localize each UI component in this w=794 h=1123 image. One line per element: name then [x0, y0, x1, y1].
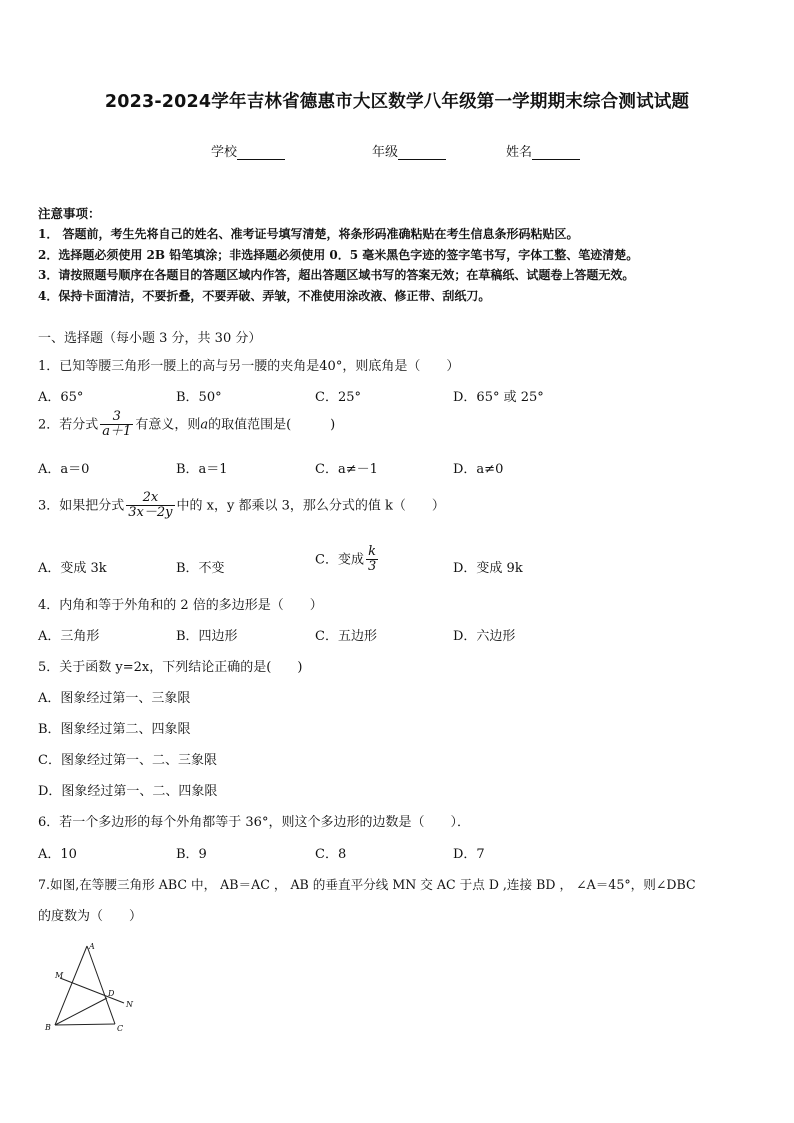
side-ab — [55, 946, 87, 1025]
label-m: M — [55, 971, 64, 980]
notice-item: 1． 答题前，考生先将自己的姓名、准考证号填写清楚，将条形码准确粘贴在考生信息条形码粘贴区。 — [38, 227, 579, 241]
option-c: C．8 — [315, 847, 347, 862]
option-a: A．65° — [38, 390, 84, 405]
option-b: B．9 — [176, 847, 207, 862]
fraction — [100, 410, 133, 440]
question-2-text: 的取值范围是( ) — [208, 417, 336, 433]
option-c: C．25° — [315, 390, 361, 405]
fraction-numerator: k — [368, 544, 377, 559]
name-field — [506, 141, 580, 160]
question-2-prefix: 2．若分式 — [38, 417, 99, 433]
question-6: 6．若一个多边形的每个外角都等于 36°，则这个多边形的边数是（ ）． — [38, 815, 470, 830]
option-b: B．不变 — [176, 561, 225, 576]
option-a: A．三角形 — [38, 629, 100, 644]
label-b: B — [45, 1023, 51, 1032]
option-c-label: C．变成 — [315, 552, 364, 568]
label-n: N — [126, 1000, 133, 1009]
option-b: B．50° — [176, 390, 222, 405]
fraction-denominator: 3x－2y — [128, 505, 173, 521]
label-a: A — [89, 942, 95, 951]
option-a: A．图象经过第一、三象限 — [38, 691, 191, 706]
option-a: A．10 — [38, 847, 77, 862]
name-label: 姓名 — [506, 145, 533, 160]
option-d: D．图象经过第一、二、四象限 — [38, 784, 218, 799]
fraction — [126, 491, 174, 521]
variable: a — [200, 417, 209, 433]
section-heading: 一、选择题（每小题 3 分，共 30 分） — [38, 331, 262, 346]
option-b: B．a＝1 — [176, 462, 228, 477]
question-3-text: 中的 x，y 都乘以 3，那么分式的值 k（ ） — [176, 498, 445, 514]
fraction-numerator: 3 — [112, 409, 121, 424]
notice-item: 3．请按照题号顺序在各题目的答题区域内作答，超出答题区域书写的答案无效；在草稿纸、试题卷上答题无效。 — [38, 268, 635, 282]
option-b: B．图象经过第二、四象限 — [38, 722, 191, 737]
notice-item: 4．保持卡面清洁，不要折叠，不要弄破、弄皱，不准使用涂改液、修正带、刮纸刀。 — [38, 289, 491, 303]
fraction — [366, 545, 378, 575]
question-2-text: 有意义，则 — [135, 417, 201, 433]
option-a: A．变成 3k — [38, 561, 107, 576]
option-c: C．a≠－1 — [315, 462, 378, 477]
fraction-numerator: 2x — [142, 490, 159, 505]
option-c: C．五边形 — [315, 629, 377, 644]
question-3-prefix: 3．如果把分式 — [38, 498, 125, 514]
segment-bd — [55, 998, 107, 1025]
grade-label: 年级 — [372, 145, 399, 160]
notice-heading: 注意事项： — [38, 206, 101, 221]
side-bc — [55, 1024, 115, 1025]
option-b: B．四边形 — [176, 629, 238, 644]
option-d: D．7 — [453, 847, 485, 862]
question-2 — [38, 410, 335, 440]
question-5: 5．关于函数 y=2x，下列结论正确的是( ) — [38, 660, 303, 675]
fraction-denominator: a＋1 — [102, 424, 132, 440]
question-7-continued: 的度数为（ ） — [38, 909, 143, 924]
school-field — [211, 141, 285, 160]
fraction-denominator: 3 — [367, 559, 377, 575]
option-d: D．65° 或 25° — [453, 390, 544, 405]
question-4: 4．内角和等于外角和的 2 倍的多边形是（ ） — [38, 598, 323, 613]
name-blank — [532, 145, 580, 160]
school-blank — [237, 145, 285, 160]
triangle-diagram — [40, 940, 150, 1035]
option-c — [315, 545, 380, 575]
question-7: 7.如图,在等腰三角形 ABC 中， AB＝AC ， AB 的垂直平分线 MN 交 AC 于点 D ,连接 BD ， ∠A＝45°，则∠DBC — [38, 877, 696, 892]
notice-item: 2．选择题必须使用 2B 铅笔填涂；非选择题必须使用 0．5 毫米黑色字迹的签字笔书写，字体工整、笔迹清楚。 — [38, 248, 639, 262]
triangle-figure — [40, 940, 150, 1039]
option-d: D．a≠0 — [453, 462, 504, 477]
school-label: 学校 — [211, 145, 238, 160]
option-c: C．图象经过第一、二、三象限 — [38, 753, 217, 768]
option-d: D．六边形 — [453, 629, 516, 644]
grade-blank — [398, 145, 446, 160]
label-c: C — [117, 1024, 124, 1033]
option-d: D．变成 9k — [453, 561, 523, 576]
question-3 — [38, 491, 445, 521]
side-ac — [87, 946, 115, 1024]
page-title: 2023-2024学年吉林省德惠市大区数学八年级第一学期期末综合测试试题 — [104, 92, 690, 112]
question-1: 1．已知等腰三角形一腰上的高与另一腰的夹角是40°，则底角是（ ） — [38, 359, 460, 374]
grade-field — [372, 141, 446, 160]
label-d: D — [108, 989, 115, 998]
option-a: A．a＝0 — [38, 462, 90, 477]
